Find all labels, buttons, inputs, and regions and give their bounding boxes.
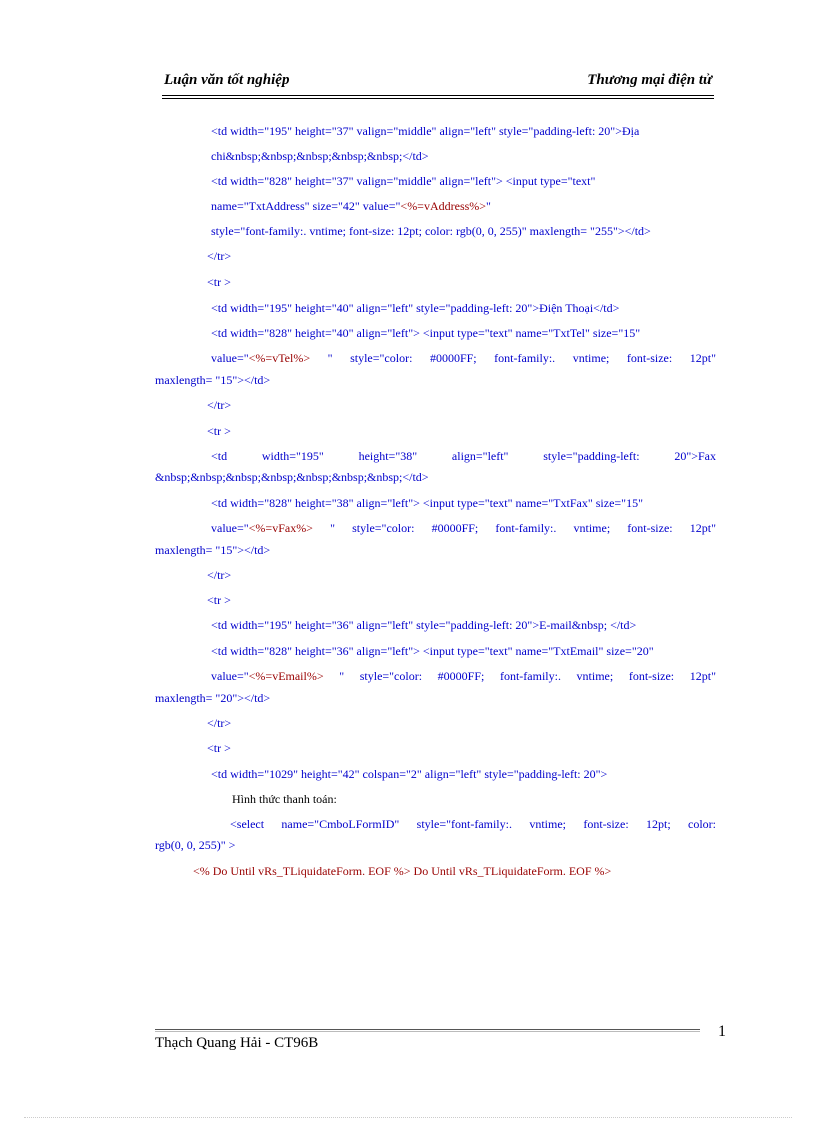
code-line: <td width="1029" height="42" colspan="2" align="left" style="padding-left: 20"> (211, 767, 608, 781)
asp-code-line: <% Do Until vRs_TLiquidateForm. EOF %> Do Until vRs_TLiquidateForm. EOF %> (193, 864, 612, 878)
code-line: maxlength= "15"></td> (155, 543, 271, 557)
code-line: style="font-family:. vntime; font-size: 12pt; color: rgb(0, 0, 255)" maxlength= "255"></td> (211, 224, 651, 238)
code-fragment: value=" (211, 351, 249, 365)
code-line: <tr > (207, 593, 231, 607)
code-line: <td width="828" height="36" align="left"> <input type="text" name="TxtEmail" size="20" (211, 644, 654, 658)
code-line: maxlength= "15"></td> (155, 373, 271, 387)
asp-expression: <%=vEmail%> (248, 669, 324, 683)
header-rule-2 (162, 98, 714, 99)
code-line: <tr > (207, 741, 231, 755)
footer-author: Thạch Quang Hải - CT96B (155, 1035, 319, 1051)
code-fragment: " style="color: #0000FF; font-family:. vntime; font-size: 12pt" (323, 669, 716, 683)
code-line: chi&nbsp;&nbsp;&nbsp;&nbsp;&nbsp;</td> (211, 149, 429, 163)
code-line: <td width="195" height="36" align="left" style="padding-left: 20">E-mail&nbsp; </td> (211, 618, 637, 632)
code-line: <td width="828" height="40" align="left"> <input type="text" name="TxtTel" size="15" (211, 326, 641, 340)
code-fragment: value=" (211, 669, 249, 683)
footer-rule (155, 1029, 700, 1030)
code-line: </tr> (207, 716, 232, 730)
code-fragment: " style="color: #0000FF; font-family:. vntime; font-size: 12pt" (310, 351, 716, 365)
code-line: </tr> (207, 398, 232, 412)
header-rule (162, 95, 714, 96)
asp-expression: <%=vFax%> (248, 521, 313, 535)
code-line: <td width="195" height="40" align="left" style="padding-left: 20">Điện Thoại</td> (211, 301, 620, 315)
code-line: <tr > (207, 275, 231, 289)
asp-expression: <%=vTel%> (248, 351, 311, 365)
page-edge (24, 1117, 792, 1118)
code-fragment: name="TxtAddress" size="42" value=" (211, 199, 401, 213)
code-fragment: " style="color: #0000FF; font-family:. vntime; font-size: 12pt" (312, 521, 716, 535)
code-line (211, 198, 491, 214)
header-thesis-title: Luận văn tốt nghiệp (164, 72, 290, 88)
code-line: <tr > (207, 424, 231, 438)
code-fragment: " (486, 199, 491, 213)
code-fragment: value=" (211, 521, 249, 535)
code-line: <select name="CmboLFormID" style="font-family:. vntime; font-size: 12pt; color: (230, 817, 716, 831)
code-line: </tr> (207, 249, 232, 263)
code-line: <td width="195" height="37" valign="middle" align="left" style="padding-left: 20">Địa (211, 124, 640, 138)
code-line: Hình thức thanh toán: (232, 792, 337, 806)
code-line (211, 350, 716, 366)
code-line: &nbsp;&nbsp;&nbsp;&nbsp;&nbsp;&nbsp;&nbsp;</td> (155, 470, 429, 484)
asp-expression: <%=vAddress%> (400, 199, 487, 213)
page-number: 1 (718, 1023, 726, 1040)
footer-rule-2 (155, 1031, 700, 1032)
code-line: <td width="828" height="38" align="left"> <input type="text" name="TxtFax" size="15" (211, 496, 643, 510)
code-line (211, 668, 716, 684)
code-line: rgb(0, 0, 255)" > (155, 838, 236, 852)
header-subject: Thương mại điện tử (587, 72, 712, 88)
code-line: <td width="195" height="38" align="left" style="padding-left: 20">Fax (211, 449, 716, 463)
code-line: </tr> (207, 568, 232, 582)
code-line (211, 520, 716, 536)
code-line: maxlength= "20"></td> (155, 691, 271, 705)
code-line: <td width="828" height="37" valign="middle" align="left"> <input type="text" (211, 174, 596, 188)
